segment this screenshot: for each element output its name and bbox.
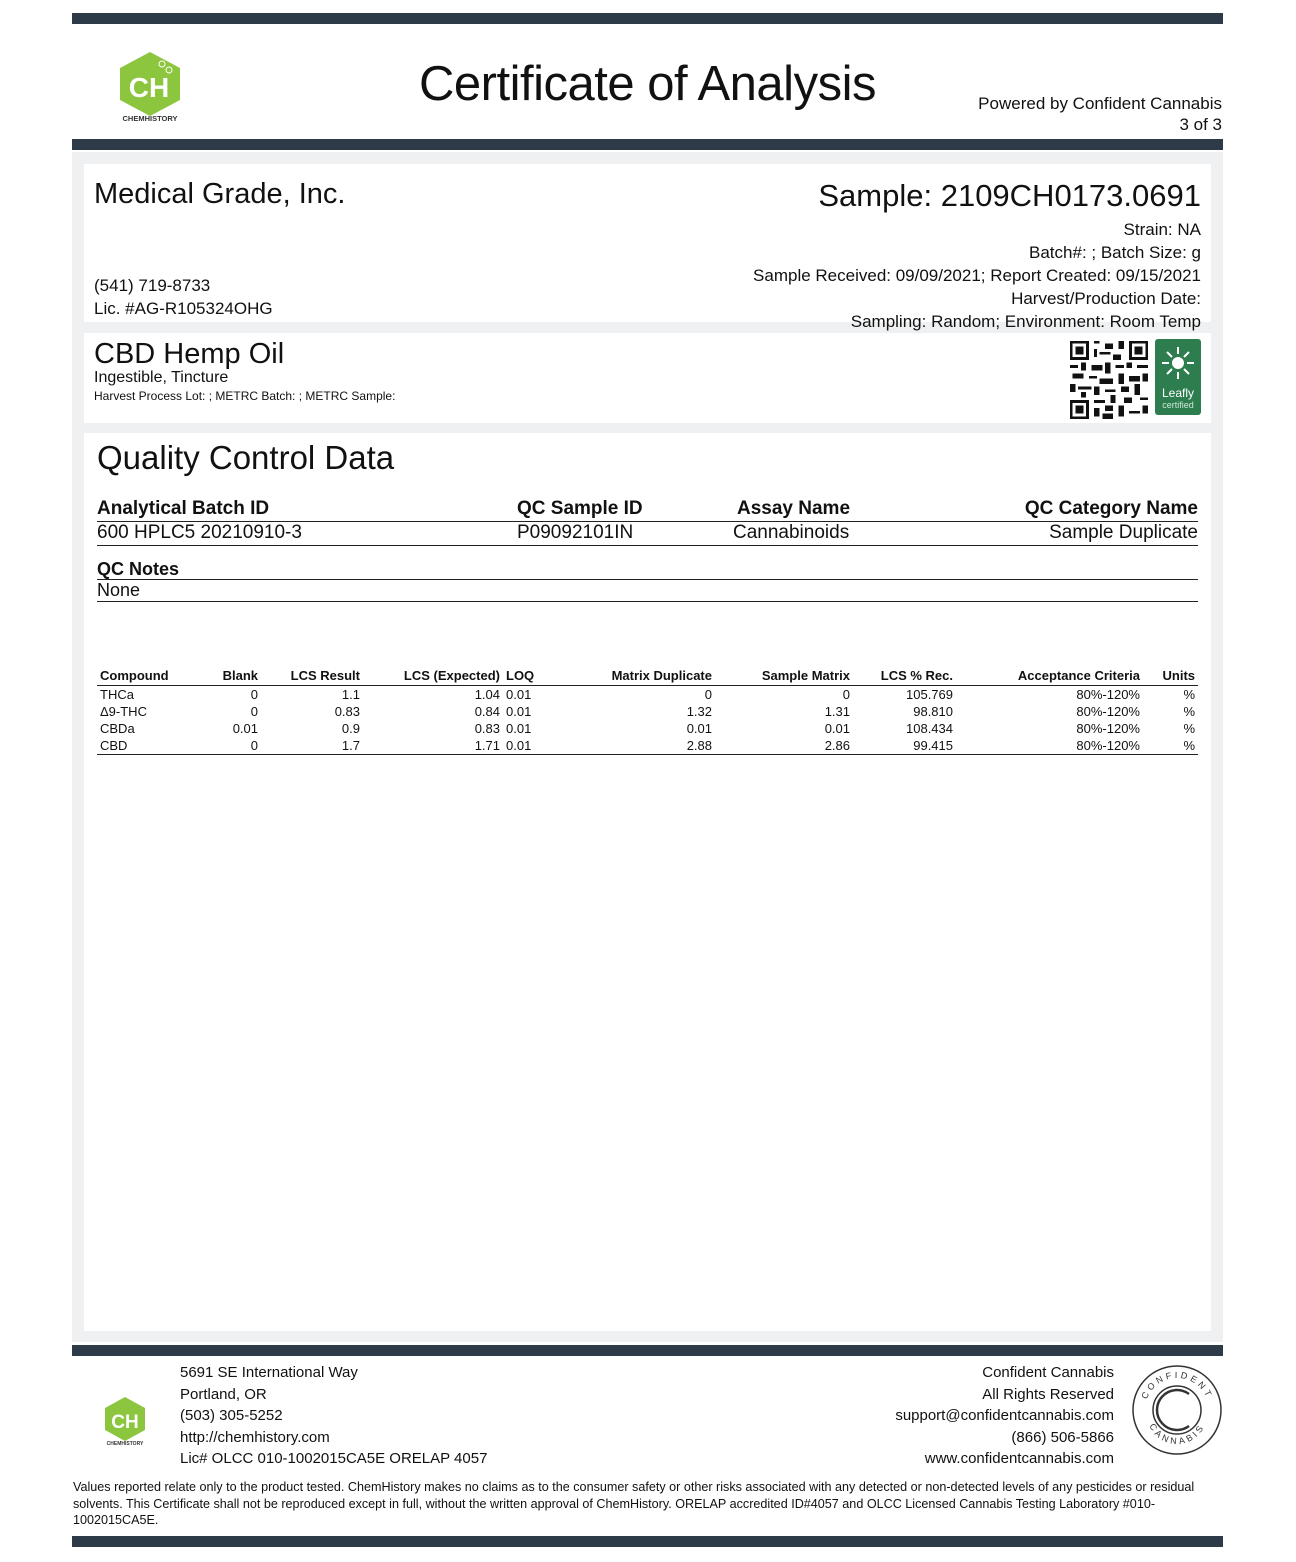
cell-units: % [1143, 737, 1198, 755]
qc-sample-id-value: P09092101IN [517, 522, 634, 543]
qc-values-rule [97, 545, 1198, 546]
header-analytical-batch-id: Analytical Batch ID [97, 498, 270, 519]
footer-bar [72, 1345, 1223, 1356]
header-bar [72, 139, 1223, 150]
product-name: CBD Hemp Oil [94, 338, 285, 370]
cell-matrix-duplicate: 0.01 [686, 720, 712, 736]
qc-results-table [97, 667, 1198, 755]
logo-wordmark: CHEMHISTORY [122, 114, 178, 123]
product-panel [84, 333, 1211, 423]
cell-sample-matrix: 2.86 [715, 737, 853, 755]
logo-wordmark-small: CHEMHISTORY [106, 1441, 144, 1446]
cell-lcs-rec: 99.415 [853, 737, 956, 755]
column-header: LCS (Expected) [363, 667, 503, 685]
qc-notes-label: QC Notes [97, 559, 180, 579]
header-qc-sample-id: QC Sample ID [517, 498, 643, 519]
product-meta: Harvest Process Lot: ; METRC Batch: ; METRC Sample: [94, 389, 396, 403]
cell-compound: CBDa [100, 720, 135, 736]
cell-lcs-result: 1.1 [341, 686, 360, 702]
cell-acceptance: 80%-120% [1076, 686, 1140, 702]
svg-text:CH: CH [128, 72, 170, 103]
client-phone: (541) 719-8733 [94, 276, 211, 295]
cc-phone: (866) 506-5866 [1011, 1428, 1114, 1446]
svg-text:CANNABIS: CANNABIS [1147, 1421, 1207, 1447]
lab-license: Lic# OLCC 010-1002015CA5E ORELAP 4057 [180, 1450, 488, 1467]
top-bar [72, 13, 1223, 24]
leafly-certified-badge [1155, 339, 1201, 415]
column-header: LCS % Rec. [853, 667, 956, 685]
table-row [97, 720, 1198, 737]
cell-acceptance: 80%-120% [1076, 703, 1140, 719]
cell-compound: THCa [100, 686, 134, 702]
column-header: Acceptance Criteria [956, 667, 1143, 685]
column-header: Blank [185, 667, 261, 685]
cell-acceptance: 80%-120% [1076, 720, 1140, 736]
cell-loq: 0.01 [506, 686, 532, 702]
column-header: LCS Result [261, 667, 363, 685]
client-name: Medical Grade, Inc. [94, 178, 346, 210]
cell-lcs-expected: 1.71 [363, 737, 503, 755]
client-contact [94, 274, 273, 320]
cell-matrix-duplicate: 0 [704, 686, 712, 702]
cell-loq: 0.01 [506, 703, 532, 719]
cell-sample-matrix: 1.31 [824, 703, 850, 719]
disclaimer-text: Values reported relate only to the product tested. ChemHistory makes no claims as to the consumer safety or other risks associated with any detected or non-detected levels of any pesticides or residual solvents. This Certificate shall not be reproduced except in full, without the written approval of ChemHistory. ORELAP accredited ID#4057 and OLCC Licensed Cannabis Testing Laboratory #010-1002015CA5E. [73, 1480, 1195, 1527]
cell-loq: 0.01 [503, 737, 555, 755]
lab-contact [180, 1362, 487, 1470]
powered-by-text: Powered by Confident Cannabis [978, 94, 1222, 113]
cell-compound: Δ9-THC [100, 703, 147, 719]
qc-category-value: Sample Duplicate [1049, 522, 1198, 543]
analytical-batch-id-value: 600 HPLC5 20210910-3 [97, 522, 302, 543]
cc-website-link[interactable]: www.confidentcannabis.com [924, 1450, 1114, 1467]
cell-lcs-rec: 98.810 [913, 703, 953, 719]
cell-compound: CBD [97, 737, 185, 755]
cell-lcs-result: 0.9 [341, 720, 360, 736]
cell-matrix-duplicate: 2.88 [555, 737, 715, 755]
cc-email-link[interactable]: support@confidentcannabis.com [895, 1407, 1114, 1424]
lab-address-line1: 5691 SE International Way [180, 1364, 358, 1381]
cell-sample-matrix: 0 [842, 686, 850, 702]
cell-units: % [1183, 686, 1195, 702]
cell-matrix-duplicate: 1.32 [686, 703, 712, 719]
cell-blank: 0.01 [232, 720, 258, 736]
confident-cannabis-contact [895, 1362, 1114, 1470]
cell-blank: 0 [250, 686, 258, 702]
cell-lcs-expected: 0.83 [474, 720, 500, 736]
table-row [97, 737, 1198, 755]
cell-lcs-result: 1.7 [261, 737, 363, 755]
sample-id: Sample: 2109CH0173.0691 [818, 178, 1201, 213]
cell-units: % [1183, 703, 1195, 719]
cell-acceptance: 80%-120% [956, 737, 1143, 755]
qc-notes-bottom-rule [97, 601, 1198, 602]
cell-lcs-rec: 105.769 [906, 686, 953, 702]
column-header: LOQ [503, 667, 555, 685]
leafly-sub: certified [1162, 400, 1194, 410]
cc-name: Confident Cannabis [982, 1364, 1114, 1381]
chemhistory-logo [112, 50, 188, 124]
qc-notes-value: None [97, 580, 141, 600]
assay-name-value: Cannabinoids [733, 522, 850, 543]
leafly-word: Leafly [1161, 386, 1195, 400]
bottom-bar [72, 1536, 1223, 1547]
sample-dates: Sample Received: 09/09/2021; Report Created: 09/15/2021 [753, 266, 1201, 285]
column-header: Compound [97, 667, 185, 685]
sample-harvest-date: Harvest/Production Date: [1011, 289, 1201, 308]
header-qc-category-name: QC Category Name [1024, 498, 1198, 519]
cell-loq: 0.01 [506, 720, 532, 736]
lab-address-line2: Portland, OR [180, 1385, 267, 1403]
cell-units: % [1183, 720, 1195, 736]
client-license: Lic. #AG-R105324OHG [94, 299, 273, 318]
column-header: Units [1143, 667, 1198, 685]
page-number: 3 of 3 [1179, 115, 1222, 134]
cell-lcs-expected: 1.04 [474, 686, 500, 702]
cell-lcs-rec: 108.434 [906, 720, 953, 736]
sample-batch: Batch#: ; Batch Size: g [1029, 243, 1201, 262]
cc-rights: All Rights Reserved [982, 1385, 1114, 1403]
column-header: Sample Matrix [715, 667, 853, 685]
table-row [97, 703, 1198, 720]
qr-code-icon[interactable] [1070, 341, 1148, 419]
header-assay-name: Assay Name [737, 498, 851, 519]
qc-panel [84, 433, 1211, 1331]
cell-lcs-expected: 0.84 [474, 703, 500, 719]
table-header-row [97, 667, 1198, 685]
svg-text:CH: CH [111, 1412, 139, 1433]
sample-info [753, 176, 1201, 333]
sample-sampling: Sampling: Random; Environment: Room Temp [850, 312, 1201, 331]
product-type: Ingestible, Tincture [94, 369, 229, 386]
confident-cannabis-seal-icon [1131, 1364, 1223, 1456]
powered-by [978, 93, 1222, 135]
table-row [97, 685, 1198, 703]
qc-section-title: Quality Control Data [97, 439, 395, 476]
document-title: Certificate of Analysis [419, 57, 876, 111]
cell-blank: 0 [185, 737, 261, 755]
sample-strain: Strain: NA [1123, 220, 1201, 239]
leafly-leaf-icon [1155, 341, 1201, 387]
column-header: Matrix Duplicate [555, 667, 715, 685]
lab-website-link[interactable]: http://chemhistory.com [180, 1428, 330, 1446]
qc-notes-rule [97, 579, 1198, 580]
cell-lcs-result: 0.83 [334, 703, 360, 719]
chemhistory-logo-small [100, 1396, 150, 1446]
lab-phone: (503) 305-5252 [180, 1407, 283, 1424]
client-panel [84, 164, 1211, 331]
cell-sample-matrix: 0.01 [824, 720, 850, 736]
cell-blank: 0 [250, 703, 258, 719]
svg-text:CONFIDENT: CONFIDENT [1139, 1369, 1215, 1401]
